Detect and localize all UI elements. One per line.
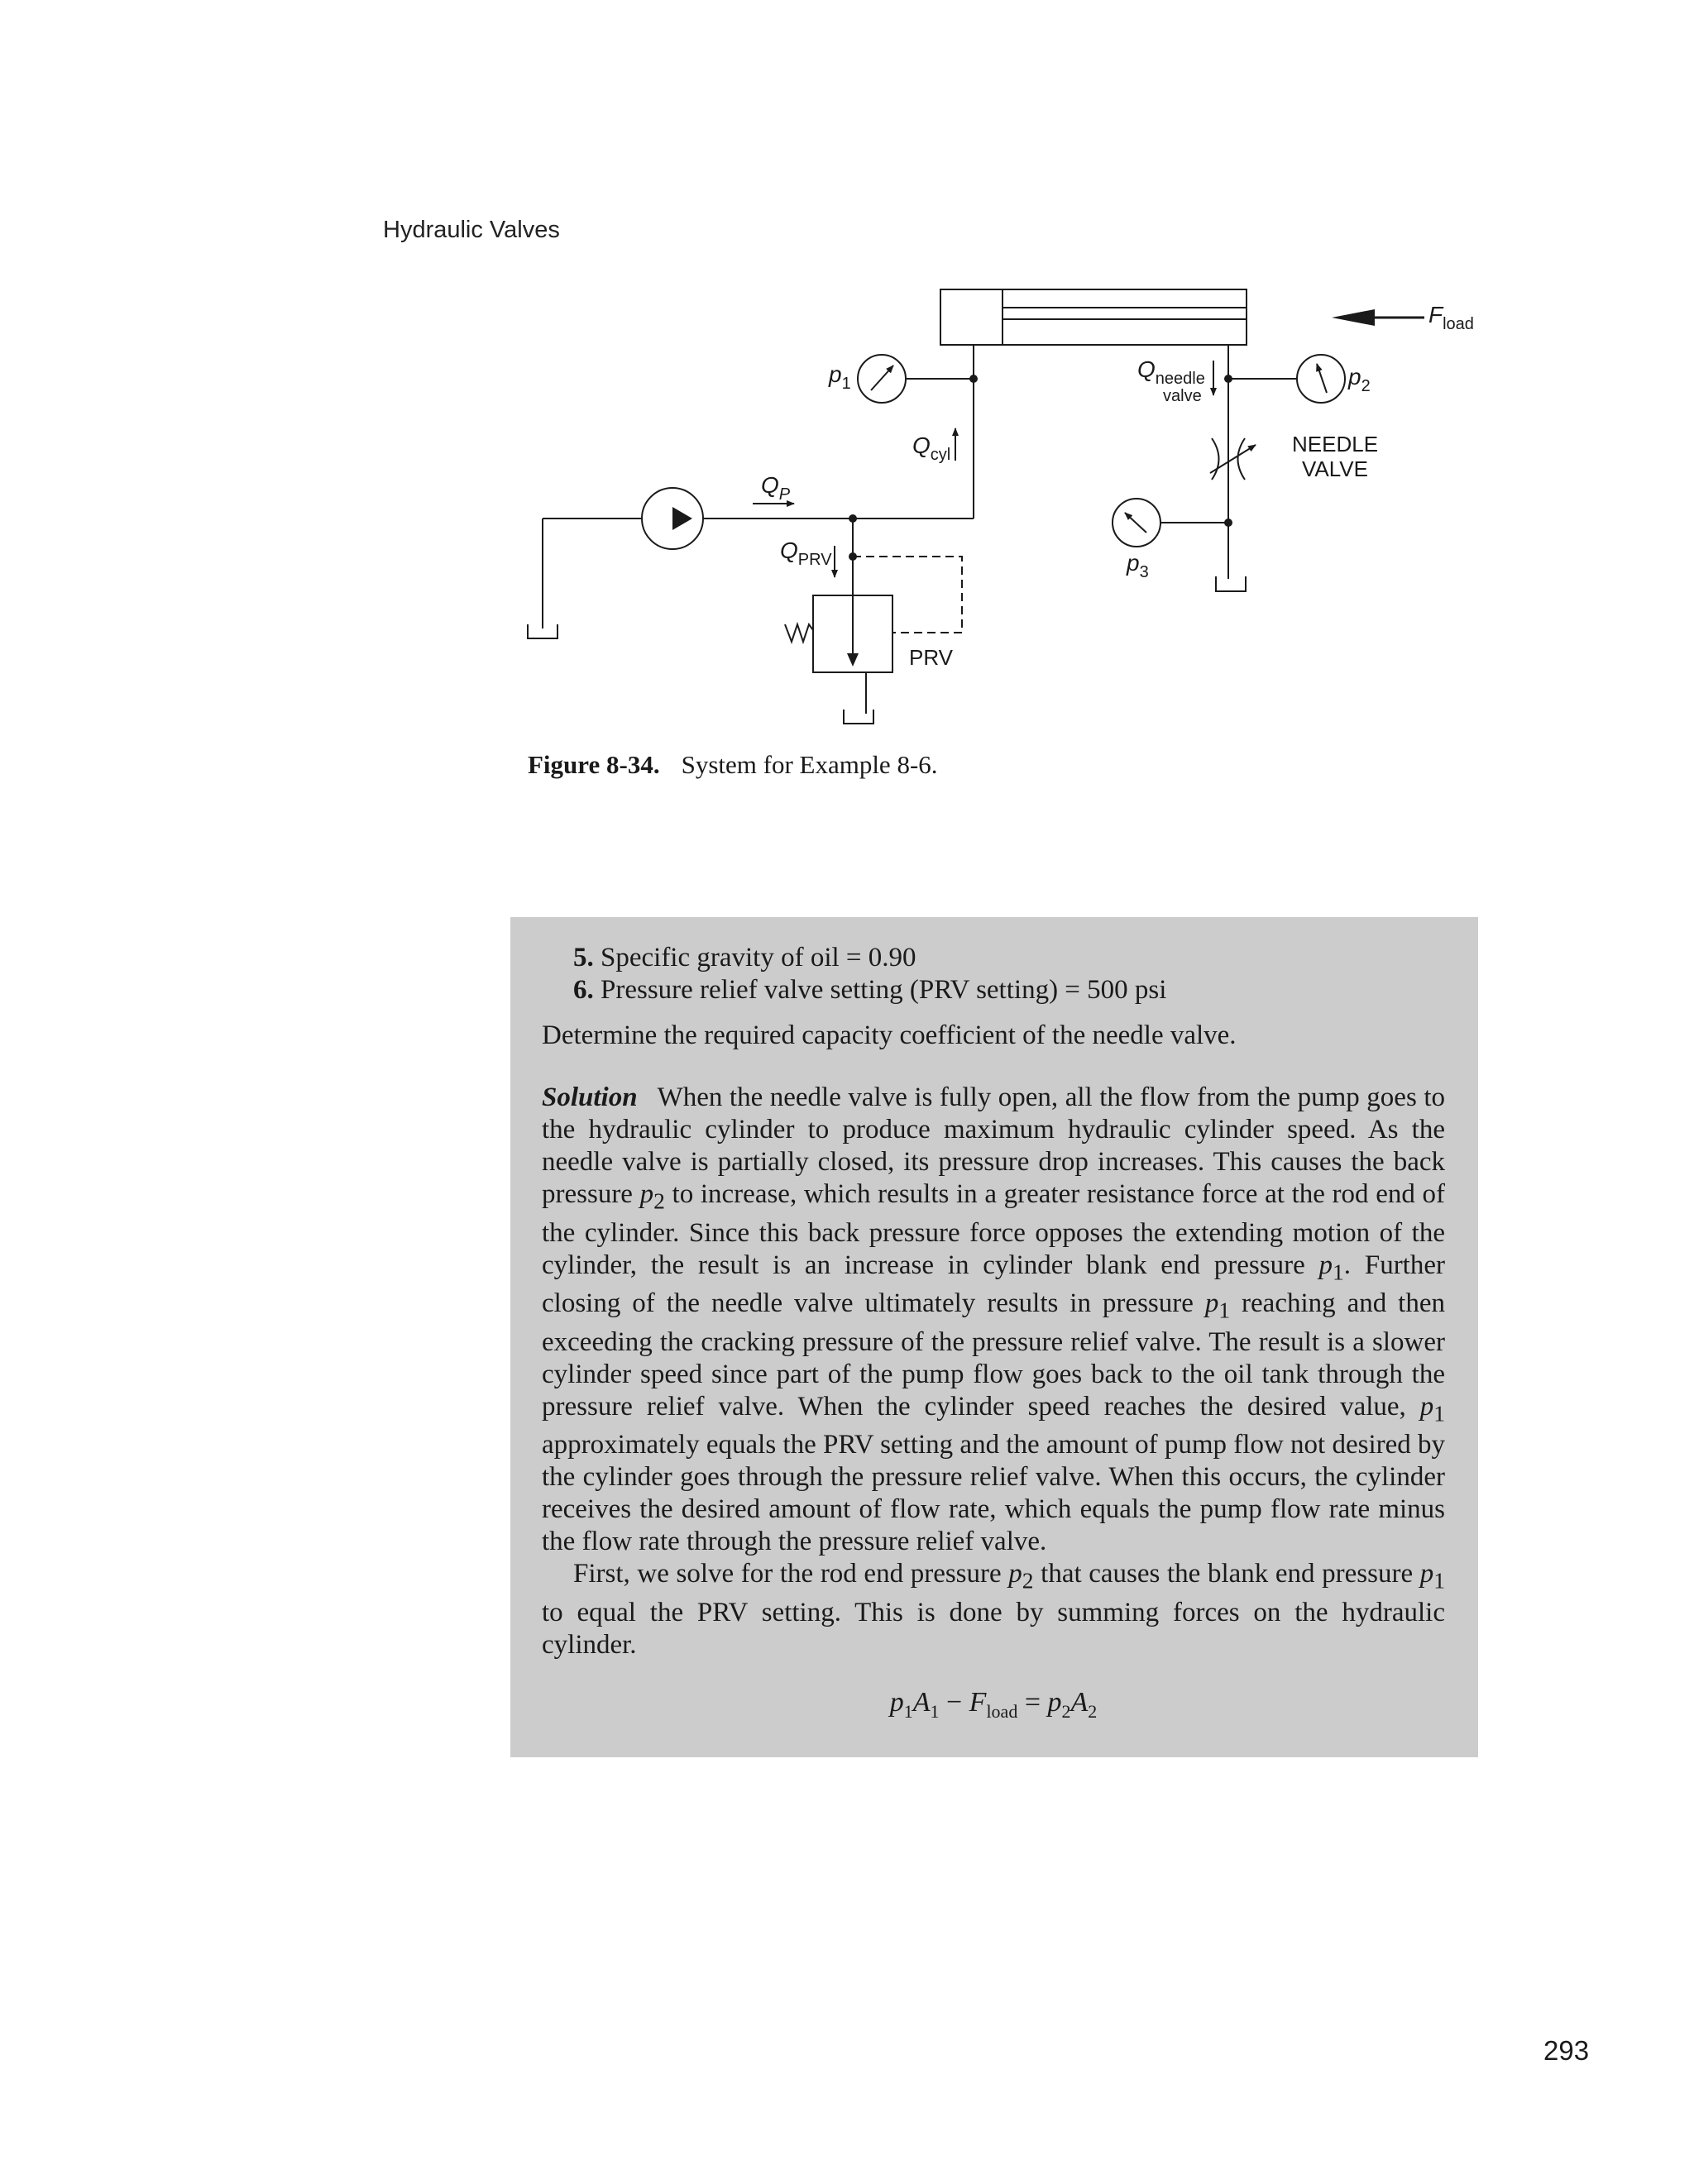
junction-p3 — [1224, 519, 1232, 527]
junction-pump — [849, 514, 857, 523]
label-qcyl: $Q_{cyl}$ — [912, 432, 951, 464]
example-box — [510, 917, 1478, 1757]
junction-prv-pilot — [849, 552, 857, 561]
label-p3: $p_3$ — [1127, 550, 1149, 581]
label-needle-valve-1: NEEDLE — [1292, 432, 1379, 456]
hydraulic-cylinder — [940, 289, 1247, 345]
junction-rod-end — [1224, 375, 1232, 383]
load-arrowhead — [1332, 309, 1375, 326]
figure-caption-text: System for Example 8-6. — [681, 750, 938, 779]
hydraulic-circuit-diagram — [513, 273, 1497, 753]
label-p1: $p_1$ — [829, 361, 851, 393]
label-qprv: $Q_{PRV}$ — [780, 538, 832, 569]
prv-spring — [785, 624, 813, 642]
label-p2: $p_2$ — [1348, 364, 1371, 395]
force-balance-equation: $p_1A_1 - F_{load} = p_2A_2$ — [889, 1686, 1098, 1722]
list-item: 5. Specific gravity of oil = 0.90 — [573, 943, 916, 973]
label-prv: PRV — [909, 645, 953, 670]
junction-blank-end — [969, 375, 978, 383]
page-number: 293 — [1543, 2035, 1590, 2066]
list-item: 6. Pressure relief valve setting (PRV setting) = 500 psi — [573, 975, 1167, 1005]
pump-triangle — [672, 507, 692, 530]
figure-caption — [528, 750, 938, 780]
label-qneedle: $Q_{needle}$ — [1137, 356, 1205, 388]
prv-flow-arrowhead — [847, 653, 859, 667]
figure-label: Figure 8-34. — [528, 750, 660, 779]
needle-valve-left — [1212, 438, 1219, 480]
needle-valve-tank — [1216, 576, 1246, 591]
needle-valve-right — [1238, 438, 1246, 480]
solution-lead: Solution — [542, 1082, 638, 1112]
prv-tank — [844, 710, 873, 724]
label-needle-valve-2: VALVE — [1302, 456, 1368, 481]
label-qneedle-valve: valve — [1163, 387, 1202, 405]
p1-gauge-needle — [871, 366, 893, 390]
question-text: Determine the required capacity coefficient of the needle valve. — [542, 1020, 1237, 1050]
second-paragraph: First, we solve for the rod end pressure $p_2$ that causes the blank end pressure $p_1$ to equal the PRV setting. This is done by summing forces on the hydraulic cylinder. — [542, 1559, 1445, 1660]
example-content — [542, 942, 1445, 1728]
p3-gauge-needle — [1125, 513, 1146, 533]
solution-paragraph: Solution When the needle valve is fully open, all the flow from the pump goes to the hydraulic cylinder to produce maximum hydraulic cylinder speed. As the needle valve is partially closed, its pressure drop increases. This causes the back pressure $p_2$ to increase, which results in a greater resistance force at the rod end of the cylinder. Since this back pressure force opposes the extending motion of the cylinder, the result is an increase in cylinder blank end pressure $p_1$. Further closing of the needle valve ultimately results in pressure $p_1$ reaching and then exceeding the cracking pressure of the pressure relief valve. The result is a slower cylinder speed since part of the pump flow goes back to the oil tank through the pressure relief valve. When the cylinder speed reaches the desired value, $p_1$ approximately equals the PRV setting and the amount of pump flow not desired by the cylinder goes through the pressure relief valve. When this occurs, the cylinder receives the desired amount of flow rate, which equals the pump flow rate minus the flow rate through the pressure relief valve. — [542, 1082, 1446, 1557]
label-qp: $Q_P$ — [761, 472, 791, 504]
running-head: Hydraulic Valves — [383, 217, 560, 243]
label-f-load: $F_{load}$ — [1428, 302, 1474, 333]
p2-gauge — [1297, 355, 1345, 403]
p2-gauge-needle — [1317, 364, 1327, 393]
